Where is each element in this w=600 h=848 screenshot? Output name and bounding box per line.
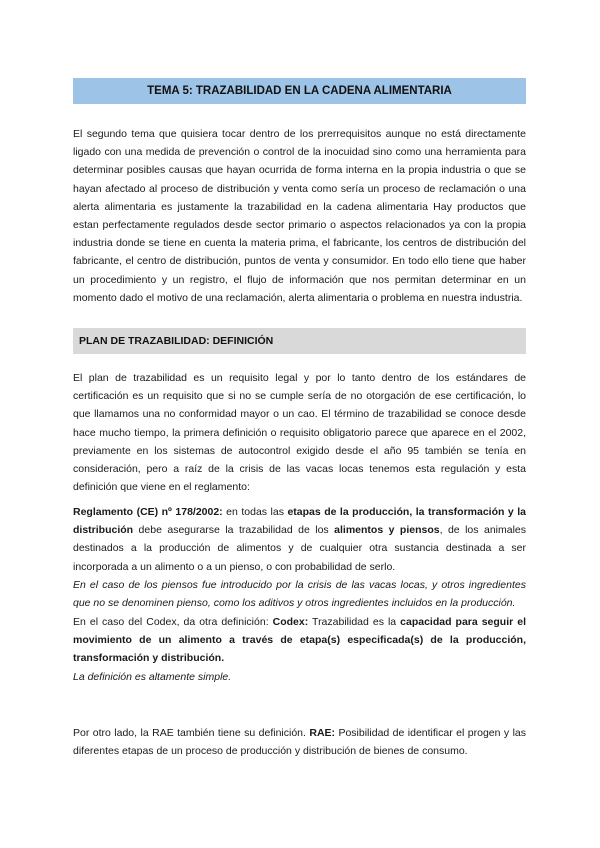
reglamento-bold-1: etapas de la producción, la transformación y la distribución bbox=[73, 506, 526, 537]
rae-lead: Por otro lado, la RAE también tiene su definición. bbox=[73, 727, 310, 739]
definition-intro-paragraph: El plan de trazabilidad es un requisito legal y por lo tanto dentro de los estándares de certificación es un requisito que si no se cumple sería de no otorgación de ese certificación, lo que llamamos una no conformidad mayor o un cao. El término de trazabilidad se conoce desde hace mucho tiempo, la primera definición o requisito obligatorio parece que aparece en el 2002, previamente en los sistemas de autocontrol exigido desde el año 95 también se tenía en consideración, pero a raíz de la crisis de las vacas locas tenemos esta regulación y esta definición que viene en el reglamento: bbox=[73, 372, 526, 494]
reglamento-bold-2: alimentos y piensos bbox=[334, 524, 440, 537]
reglamento-label: Reglamento (CE) nº 178/2002: bbox=[73, 506, 223, 518]
codex-bold-1: capacidad para seguir el movimiento de un alimento a través de etapa(s) especificada(s) de la producción, transformación y distribución. bbox=[73, 616, 526, 665]
rae-text: Posibilidad de identificar el progen y las diferentes etapas de un proceso de producción y distribución de bienes de consumo. bbox=[73, 727, 526, 758]
codex-paragraph bbox=[73, 613, 526, 686]
section-heading-text: PLAN DE TRAZABILIDAD: DEFINICIÓN bbox=[79, 335, 274, 347]
rae-label: RAE: bbox=[309, 727, 336, 739]
codex-label: Codex: bbox=[272, 616, 309, 628]
reglamento-text-1: en todas las bbox=[222, 506, 288, 518]
document-title bbox=[73, 78, 526, 104]
section-heading bbox=[73, 328, 526, 354]
intro-paragraph: El segundo tema que quisiera tocar dentro de los prerrequisitos aunque no está directamente ligado con una medida de prevención o control de la inocuidad sino como una herramienta para determinar posibles causas que hayan ocurrida de forma interna en la propia industria o que se hayan afectado al proceso de distribución y venta como sería un proceso de reclamación o una alerta alimentaria es justamente la trazabilidad en la cadena alimentaria Hay productos que estan perfectamente regulados desde sector primario o aspectos relacionados ya con la propia industria donde se tiene en cuenta la materia prima, el fabricante, los centros de distribución del fabricante, el centro de distribución, puntos de venta y consumidor. En todo ello tiene que haber un procedimiento y un registro, el flujo de información que nos permitan determinar en un momento dado el motivo de una reclamación, alerta alimentaria o problema en nuestra industria. bbox=[73, 128, 526, 304]
codex-lead: En el caso del Codex, da otra definición: bbox=[73, 616, 273, 628]
reglamento-text-2: debe asegurarse la trazabilidad de los bbox=[133, 524, 335, 537]
reglamento-note: En el caso de los piensos fue introducido por la crisis de las vacas locas, y otros ingredientes que no se denominen pienso, como los aditivos y otros ingredientes incluidos en la producción. bbox=[73, 578, 526, 610]
document-title-text: TEMA 5: TRAZABILIDAD EN LA CADENA ALIMENTARIA bbox=[147, 85, 452, 97]
codex-note: La definición es altamente simple. bbox=[73, 670, 232, 683]
reglamento-text-3: , de los animales destinados a la producción de alimentos y de cualquier otra sustancia destinada a ser incorporada a un alimento o a un pienso, o con probabilidad de serlo. bbox=[73, 524, 526, 573]
codex-text-1: Trazabilidad es la bbox=[308, 616, 401, 628]
rae-paragraph bbox=[73, 724, 526, 760]
reglamento-paragraph bbox=[73, 503, 526, 612]
